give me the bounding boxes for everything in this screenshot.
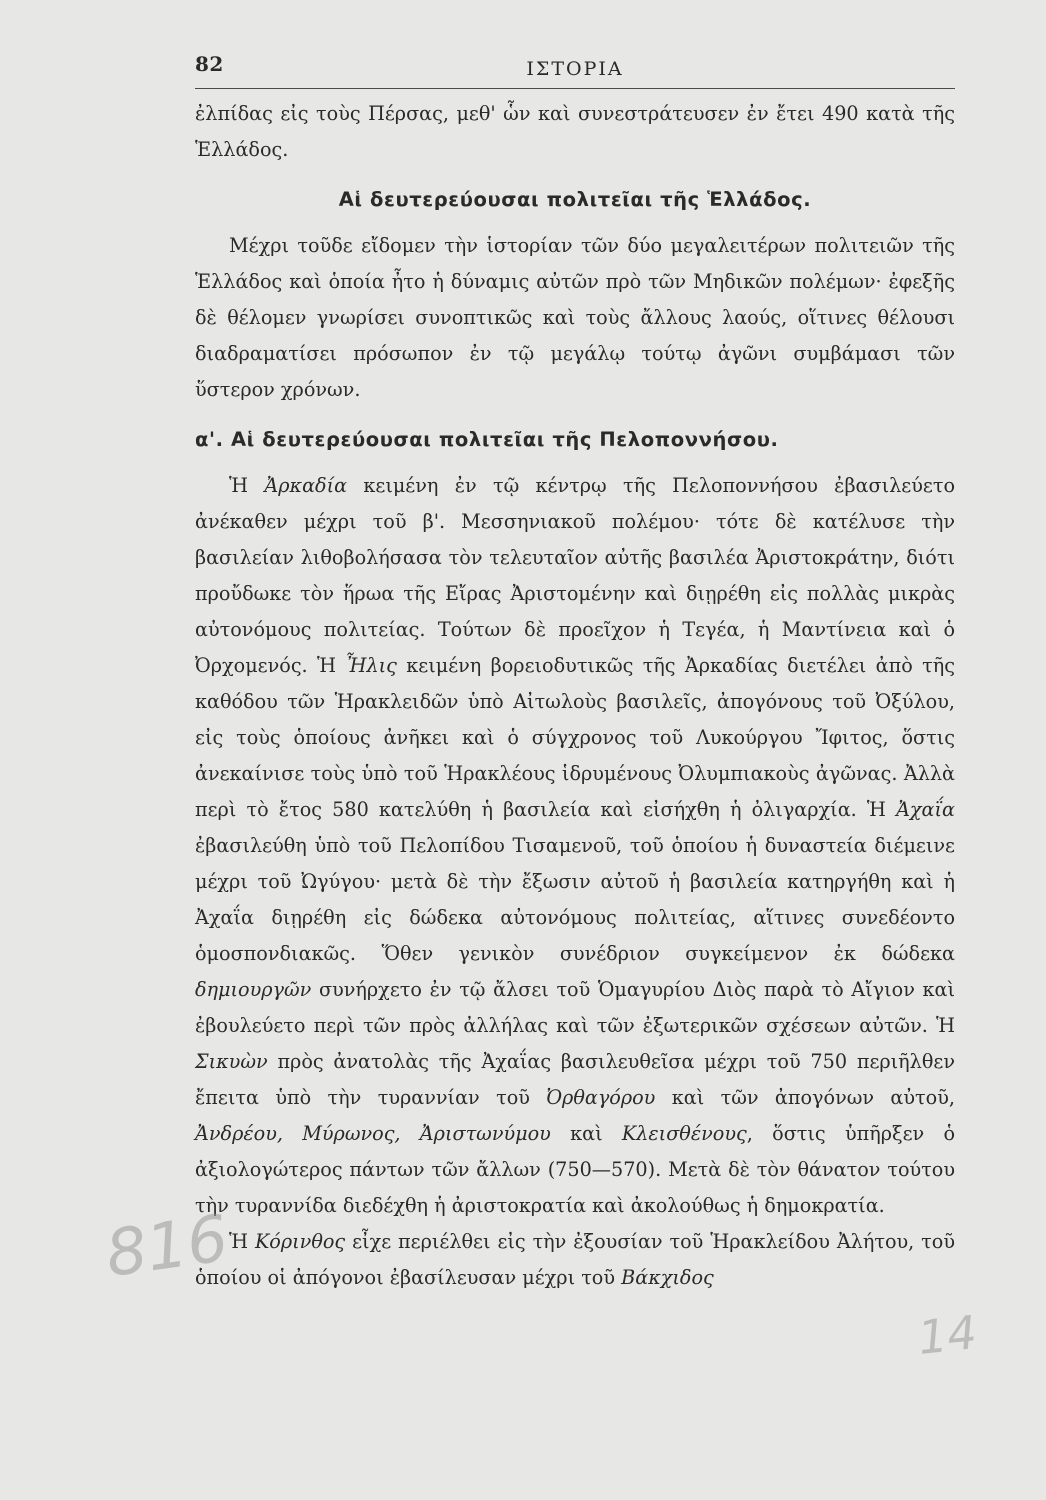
paragraph-intro: Μέχρι τοῦδε εἴδομεν τὴν ἱστορίαν τῶν δύο μεγαλειτέρων πολιτειῶν τῆς Ἑλλάδος καὶ ὁποία ἦτο ἡ δύναμις αὐτῶν πρὸ τῶν Μηδικῶν πολέμων· ἐφεξῆς δὲ θέλομεν γνωρίσει συνοπτικῶς καὶ τοὺς ἄλλους λαούς, οἵτινες θέλουσι διαδραματίσει πρόσωπον ἐν τῷ μεγάλῳ τούτῳ ἀγῶνι συμβάμασι τῶν ὕστερον χρόνων. bbox=[195, 234, 955, 401]
paragraph-continuation: ἐλπίδας εἰς τοὺς Πέρσας, μεθ' ὧν καὶ συνεστράτευσεν ἐν ἔτει 490 κατὰ τῆς Ἑλλάδος. bbox=[195, 102, 955, 161]
person-name-cleisthenes: Κλεισθένους bbox=[621, 1122, 747, 1145]
text-run: εἶχε περιέλθει εἰς τὴν ἐξουσίαν τοῦ Ἡρακλείδου Ἀλήτου, τοῦ ὁποίου οἱ ἀπόγονοι ἐβασίλευσαν μέχρι τοῦ bbox=[195, 1230, 956, 1289]
person-name-bacchis: Βάκχιδος bbox=[621, 1266, 714, 1289]
section-heading: Αἱ δευτερεύουσαι πολιτεῖαι τῆς Ἑλλάδος. bbox=[338, 188, 812, 211]
place-name-arcadia: Ἀρκαδία bbox=[264, 474, 348, 497]
pencil-annotation-left: 816 bbox=[101, 1201, 233, 1293]
place-name-achaea: Ἀχαΐα bbox=[896, 798, 955, 821]
text-run: Ἡ bbox=[229, 474, 265, 497]
subsection-heading: α'. Αἱ δευτερεύουσαι πολιτεῖαι τῆς Πελοποννήσου. bbox=[195, 428, 779, 451]
place-name-elis: Ἦλις bbox=[345, 654, 397, 677]
place-name-sicyon: Σικυὼν bbox=[195, 1050, 268, 1073]
page-number: 82 bbox=[195, 52, 224, 76]
term-demiourgoi: δημιουργῶν bbox=[195, 978, 312, 1001]
text-run: ἐβασιλεύθη ὑπὸ τοῦ Πελοπίδου Τισαμενοῦ, τοῦ ὁποίου ἡ δυναστεία διέμεινε μέχρι τοῦ Ὠγύγου· μετὰ δὲ τὴν ἔξωσιν αὐτοῦ ἡ βασιλεία κατηργήθη καὶ ἡ Ἀχαΐα διῃρέθη εἰς δώδεκα αὐτονόμους πολιτείας, αἵτινες συνεδέοντο ὁμοσπονδιακῶς. Ὅθεν γενικὸν συνέδριον συγκείμενον ἐκ δώδεκα bbox=[195, 834, 955, 965]
text-run: κειμένη βορειοδυτικῶς τῆς Ἀρκαδίας διετέλει ἀπὸ τῆς καθόδου τῶν Ἡρακλειδῶν ὑπὸ Αἰτωλοὺς βασιλεῖς, ἀπογόνους τοῦ Ὀξύλου, εἰς τοὺς ὁποίους ἀνῆκει καὶ ὁ σύγχρονος τοῦ Λυκούργου Ἴφιτος, ὅστις ἀνεκαίνισε τοὺς ὑπὸ τοῦ Ἡρακλέους ἱδρυμένους Ὀλυμπιακοὺς ἀγῶνας. Ἀλλὰ περὶ τὸ ἔτος 580 κατελύθη ἡ βασιλεία καὶ εἰσήχθη ἡ ὀλιγαρχία. Ἡ bbox=[195, 654, 956, 821]
running-title: ΙΣΤΟΡΙΑ bbox=[526, 58, 624, 80]
text-run: Ἡ bbox=[229, 1230, 255, 1253]
text-run: , ὅστις ὑπῆρξεν ὁ ἀξιολογώτερος πάντων τῶν ἄλλων (750—570). Μετὰ δὲ τὸν θάνατον τούτου τὴν τυραννίδα διεδέχθη ἡ ἀριστοκρατία καὶ ἀκολούθως ἡ δημοκρατία. bbox=[195, 1122, 955, 1217]
place-name-corinth: Κόρινθος bbox=[254, 1230, 346, 1253]
person-name-orthagoras: Ὀρθαγόρου bbox=[546, 1086, 656, 1109]
text-run: καὶ τῶν ἀπογόνων αὐτοῦ, bbox=[655, 1086, 955, 1109]
text-run: καὶ bbox=[550, 1122, 622, 1145]
text-run: συνήρχετο ἐν τῷ ἄλσει τοῦ Ὁμαγυρίου Διὸς παρὰ τὸ Αἴγιον καὶ ἐβουλεύετο περὶ τῶν πρὸς ἀλλήλας καὶ τῶν ἐξωτερικῶν σχέσεων αὐτῶν. Ἡ bbox=[195, 978, 955, 1037]
body-text bbox=[195, 96, 955, 1296]
text-run: κειμένη ἐν τῷ κέντρῳ τῆς Πελοποννήσου ἐβασιλεύετο ἀνέκαθεν μέχρι τοῦ β'. Μεσσηνιακοῦ πολέμου· τότε δὲ κατέλυσε τὴν βασιλείαν λιθοβολήσασα τὸν τελευταῖον αὐτῆς βασιλέα Ἀριστοκράτην, διότι προὔδωκε τὸν ἥρωα τῆς Εἴρας Ἀριστομένην καὶ διῃρέθη εἰς πολλὰς μικρὰς αὐτονόμους πολιτείας. Τούτων δὲ προεῖχον ἡ Τεγέα, ἡ Μαντίνεια καὶ ὁ Ὀρχομενός. Ἡ bbox=[195, 474, 956, 677]
text-run: πρὸς ἀνατολὰς τῆς Ἀχαΐας βασιλευθεῖσα μέχρι τοῦ 750 περιῆλθεν ἔπειτα ὑπὸ τὴν τυραννίαν τοῦ bbox=[195, 1050, 955, 1109]
paragraph-corinth bbox=[195, 1224, 955, 1296]
person-names-tyrants: Ἀνδρέου, Μύρωνος, Ἀριστωνύμου bbox=[195, 1122, 551, 1145]
page-header bbox=[195, 52, 955, 89]
paragraph-peloponnese bbox=[195, 468, 955, 1224]
pencil-annotation-right: 14 bbox=[915, 1305, 980, 1365]
